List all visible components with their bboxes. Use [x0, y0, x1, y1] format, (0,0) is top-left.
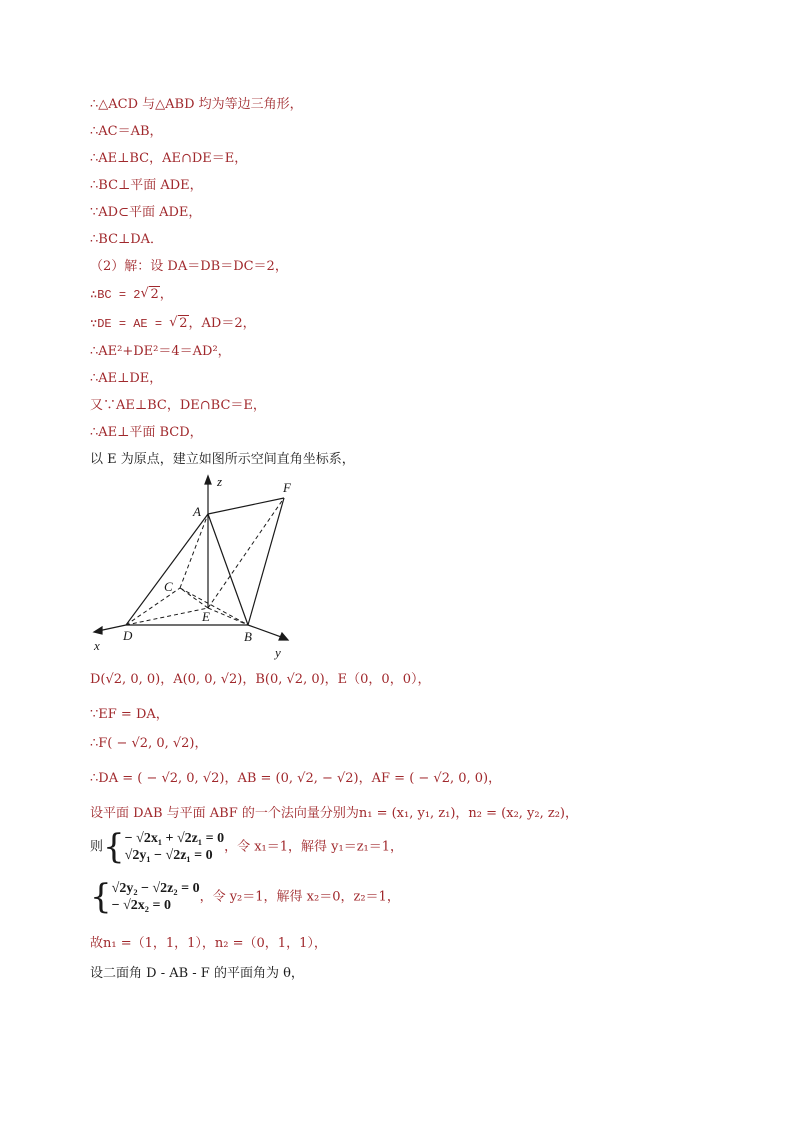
label-f: F	[283, 480, 291, 495]
line-pythagoras: ∴AE²+DE²＝4＝AD²，	[90, 344, 231, 359]
de-suffix: ，AD＝2，	[188, 316, 256, 331]
system-1	[90, 827, 404, 867]
sqrt-radicand: 2	[150, 287, 159, 302]
sqrt-symbol	[140, 287, 159, 303]
edge-da	[126, 514, 208, 625]
line-coordinates: D(√2, 0, 0)，A(0, 0, √2)，B(0, √2, 0)，E（0，0，0），	[90, 672, 431, 687]
edge-fb	[248, 498, 284, 625]
edge-af	[208, 498, 284, 514]
label-d: D	[123, 628, 133, 643]
line-ae-perp-de: ∴AE⊥DE，	[90, 371, 163, 386]
line-normals: 设平面 DAB 与平面 ABF 的一个法向量分别为n₁ = (x₁, y₁, z₁)，n₂ = (x₂, y₂, z₂)，	[90, 806, 579, 821]
line-coordinate-system: 以 E 为原点，建立如图所示空间直角坐标系，	[90, 452, 355, 467]
sys2-eq2: − √2x₂ = 0	[111, 898, 171, 913]
line-ae-perp-bc: ∴AE⊥BC，AE∩DE＝E，	[90, 151, 248, 166]
brace-icon: {	[90, 877, 112, 917]
edge-ec	[180, 588, 208, 608]
geometry-figure	[90, 470, 310, 660]
edge-ef	[208, 498, 284, 608]
line-ef-da: ∵EF = DA，	[90, 707, 169, 722]
sqrt-symbol	[169, 316, 188, 332]
system-2-suffix: ，令 y₂＝1，解得 x₂＝0，z₂＝1，	[199, 889, 400, 905]
line-ae-perp-bcd: ∴AE⊥平面 BCD，	[90, 425, 203, 440]
bc-prefix: ∴BC = 2	[90, 288, 141, 302]
label-x: x	[94, 638, 100, 653]
line-bc-perp-plane: ∴BC⊥平面 ADE，	[90, 178, 203, 193]
line-de-ae	[90, 316, 256, 332]
line-f-coord: ∴F( − √2, 0, √2)，	[90, 736, 208, 751]
label-y: y	[275, 645, 281, 660]
x-arrow-icon	[94, 627, 102, 634]
system-1-prefix: 则	[90, 839, 104, 855]
system-1-suffix: ，令 x₁＝1，解得 y₁＝z₁＝1，	[224, 839, 404, 855]
system-1-equations	[125, 830, 224, 864]
line-equilateral: ∴△ACD 与△ABD 均为等边三角形，	[90, 97, 303, 112]
system-2-equations	[112, 880, 200, 914]
system-2	[90, 877, 400, 917]
sys1-eq2: √2y₁ − √2z₁ = 0	[124, 848, 213, 863]
edge-eb	[208, 608, 248, 625]
edge-ab	[208, 514, 248, 625]
line-ac-ab: ∴AC＝AB，	[90, 124, 163, 139]
line-vectors: ∴DA = ( − √2, 0, √2)，AB = (0, √2, − √2)，AF = ( − √2, 0, 0)，	[90, 771, 502, 786]
line-result: 故n₁ =（1，1，1），n₂ =（0，1，1），	[90, 936, 327, 951]
label-z: z	[217, 474, 223, 489]
label-e: E	[202, 609, 210, 624]
sys2-eq1: √2y₂ − √2z₂ = 0	[111, 881, 200, 896]
z-arrow-icon	[205, 476, 211, 484]
line-ad-in-plane: ∵AD⊂平面 ADE，	[90, 205, 202, 220]
label-c: C	[164, 579, 173, 594]
de-prefix: ∵DE = AE =	[90, 317, 170, 331]
sqrt-radicand: 2	[179, 316, 188, 331]
line-angle: 设二面角 D - AB - F 的平面角为 θ，	[90, 966, 304, 981]
y-axis	[248, 625, 284, 638]
line-ae-perp-bc-again: 又∵AE⊥BC，DE∩BC＝E，	[90, 398, 266, 413]
sys1-eq1: − √2x₁ + √2z₁ = 0	[124, 831, 225, 846]
label-b: B	[244, 629, 252, 644]
label-a: A	[193, 504, 201, 519]
brace-icon: {	[103, 827, 125, 867]
bc-suffix: ，	[159, 287, 173, 302]
edge-ca	[180, 514, 208, 588]
edge-cb	[180, 588, 248, 625]
y-arrow-icon	[279, 633, 288, 640]
line-part2: （2）解：设 DA＝DB＝DC＝2，	[90, 259, 288, 274]
line-bc-value	[90, 287, 173, 303]
line-bc-perp-da: ∴BC⊥DA．	[90, 232, 164, 247]
